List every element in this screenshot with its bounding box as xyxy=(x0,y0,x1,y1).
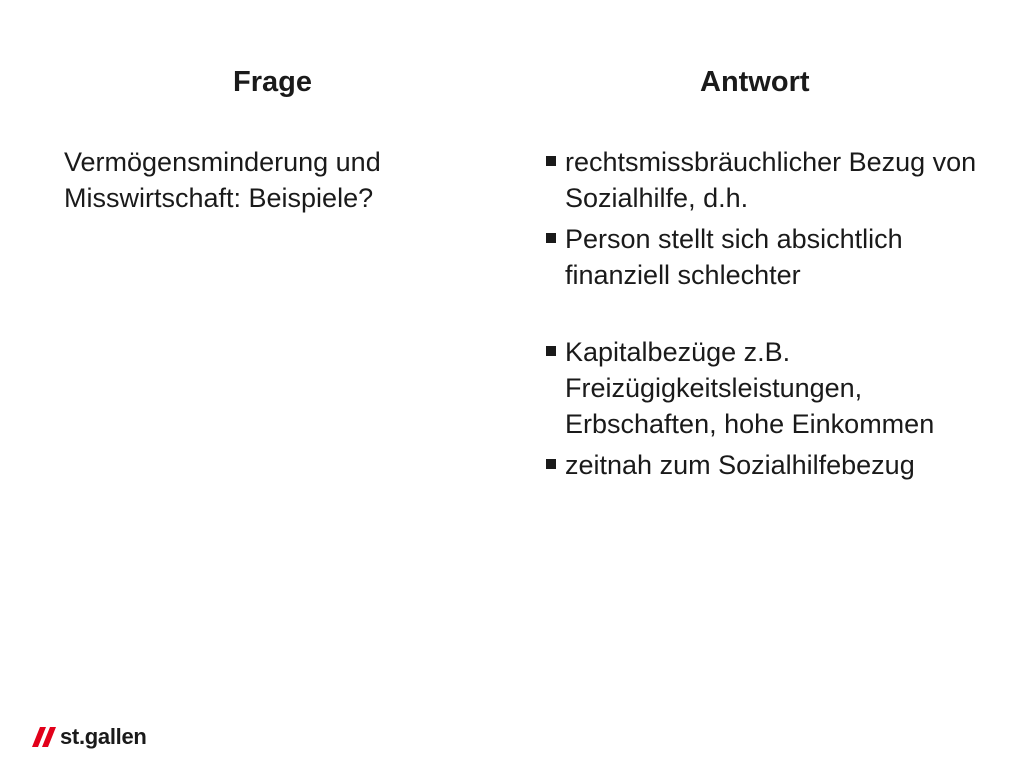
answer-item-text: Person stellt sich absichtlich finanziell schlechter xyxy=(565,224,903,290)
st-gallen-logo xyxy=(30,722,147,752)
question-heading: Frage xyxy=(233,66,312,98)
square-bullet-icon xyxy=(544,221,565,257)
logo-wordmark: st.gallen xyxy=(60,724,147,749)
answer-item xyxy=(544,144,1004,216)
answer-heading: Antwort xyxy=(700,66,810,98)
answer-item-text: zeitnah zum Sozialhilfebezug xyxy=(565,450,915,480)
square-bullet-icon xyxy=(544,334,565,370)
answer-item-text: Kapitalbezüge z.B. Freizügigkeitsleistungen, Erbschaften, hohe Einkommen xyxy=(565,337,935,439)
answer-list xyxy=(544,144,1004,488)
answer-item-text: rechtsmissbräuchlicher Bezug von Sozialhilfe, d.h. xyxy=(565,147,977,213)
square-bullet-icon xyxy=(544,144,565,180)
answer-item xyxy=(544,447,1004,483)
question-text: Vermögensminderung und Misswirtschaft: Beispiele? xyxy=(64,147,381,213)
square-bullet-icon xyxy=(544,447,565,483)
answer-item xyxy=(544,334,1004,442)
logo-slashes-icon xyxy=(30,726,58,748)
answer-item xyxy=(544,221,1004,293)
